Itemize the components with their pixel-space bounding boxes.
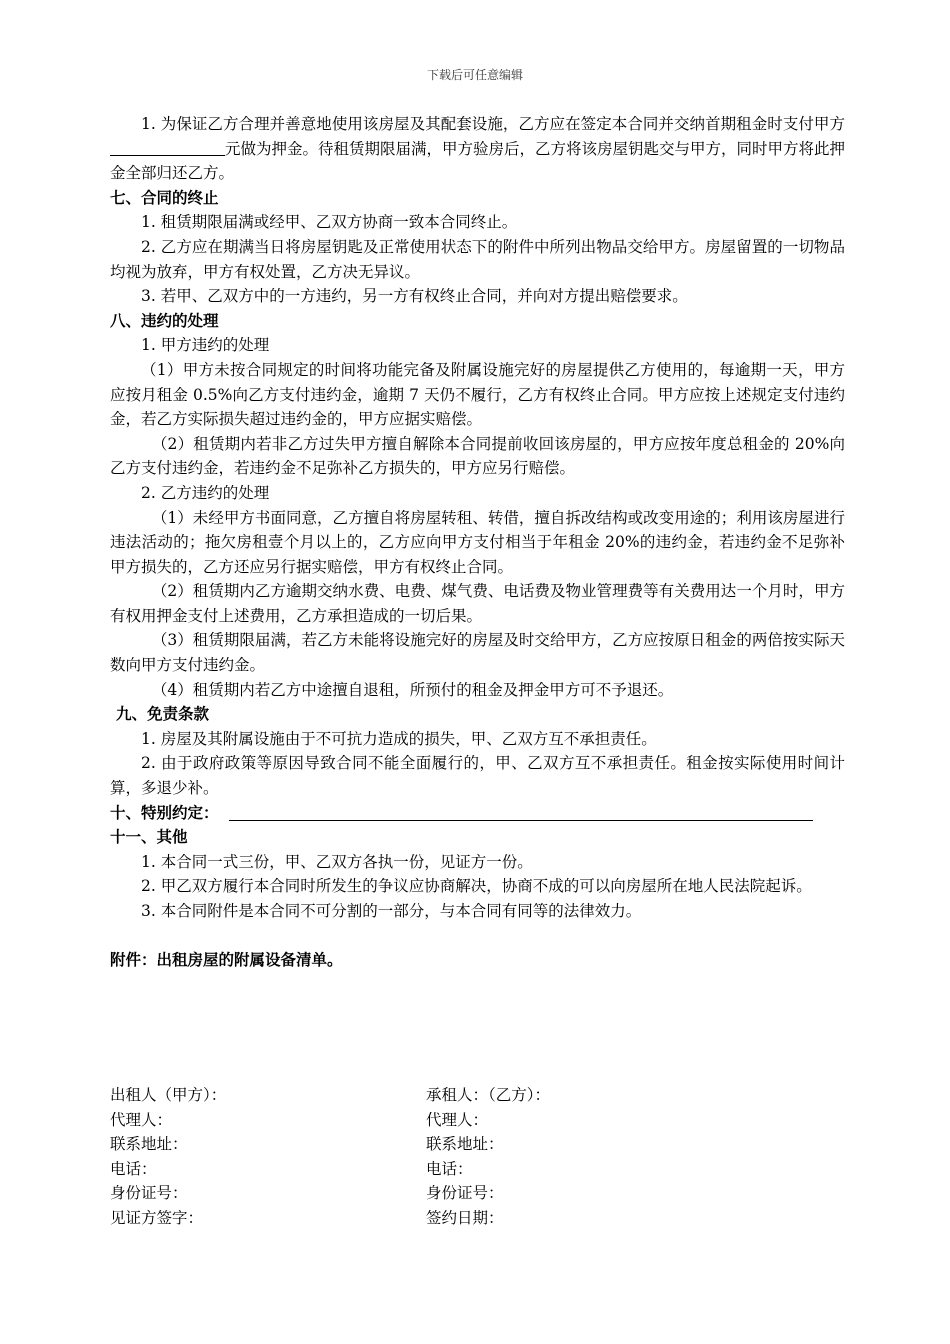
clause-8-2-3: （3）租赁期限届满，若乙方未能将设施完好的房屋及时交给甲方，乙方应按原日租金的两倍按实际天数向甲方支付违约金。 xyxy=(110,631,845,675)
clause-8-2-1: （1）未经甲方书面同意，乙方擅自将房屋转租、转借，擅自拆改结构或改变用途的；利用该房屋进行违法活动的；拖欠房租壹个月以上的，乙方应向甲方支付相当于年租金 20%的违约金，若违约金不足弥补甲方损失的，乙方还应另行据实赔偿，甲方有权终止合同。 xyxy=(110,508,845,576)
clause-9-1: 1. 房屋及其附属设施由于不可抗力造成的损失，甲、乙双方互不承担责任。 xyxy=(141,729,657,748)
contract-body xyxy=(110,112,845,972)
section-10-label: 十、特别约定： xyxy=(110,802,219,822)
clause-8-2-4: （4）租赁期内若乙方中途擅自退租，所预付的租金及押金甲方可不予退还。 xyxy=(151,680,674,699)
deposit-clause xyxy=(110,112,845,186)
page-header: 下载后可任意编辑 xyxy=(426,68,523,82)
clause-8-2: 2. 乙方违约的处理 xyxy=(141,483,270,502)
witness-label: 见证方签字： xyxy=(110,1208,204,1227)
signature-row xyxy=(110,1157,845,1182)
agent-left-label: 代理人： xyxy=(110,1110,173,1129)
address-right-label: 联系地址： xyxy=(426,1135,504,1154)
phone-right-label: 电话： xyxy=(426,1159,473,1178)
deposit-amount-blank xyxy=(110,140,225,156)
signature-row xyxy=(110,1083,845,1108)
special-terms-blank xyxy=(229,804,813,821)
clause-8-1: 1. 甲方违约的处理 xyxy=(141,336,270,355)
spacer xyxy=(110,924,845,948)
sign-date-label: 签约日期： xyxy=(426,1208,504,1227)
attachment-note: 附件：出租房屋的附属设备清单。 xyxy=(110,949,343,969)
section-7-heading: 七、合同的终止 xyxy=(110,187,219,207)
clause-8-2-2: （2）租赁期内乙方逾期交纳水费、电费、煤气费、电话费及物业管理费等有关费用达一个月时，甲方有权用押金支付上述费用，乙方承担造成的一切后果。 xyxy=(110,582,845,625)
lessor-label: 出租人（甲方）： xyxy=(110,1086,227,1104)
clause-8-1-2: （2）租赁期内若非乙方过失甲方擅自解除本合同提前收回该房屋的，甲方应按年度总租金的 20%向乙方支付违约金，若违约金不足弥补乙方损失的，甲方应另行赔偿。 xyxy=(110,434,845,478)
signature-row xyxy=(110,1132,845,1157)
agent-right-label: 代理人： xyxy=(426,1110,489,1129)
section-8-heading: 八、违约的处理 xyxy=(110,310,219,330)
signature-block xyxy=(110,1083,845,1231)
deposit-text-b: 元做为押金。待租赁期限届满，甲方验房后，乙方将该房屋钥匙交与甲方，同时甲方将此押金全部归还乙方。 xyxy=(110,139,846,183)
clause-7-3: 3. 若甲、乙双方中的一方违约，另一方有权终止合同，并向对方提出赔偿要求。 xyxy=(141,287,688,306)
clause-11-1: 1. 本合同一式三份，甲、乙双方各执一份，见证方一份。 xyxy=(141,852,533,871)
id-right-label: 身份证号： xyxy=(426,1184,504,1203)
address-left-label: 联系地址： xyxy=(110,1135,188,1154)
signature-row xyxy=(110,1206,845,1231)
section-10-heading xyxy=(110,801,845,826)
section-11-heading: 十一、其他 xyxy=(110,827,188,847)
clause-11-2: 2. 甲乙双方履行本合同时所发生的争议应协商解决，协商不成的可以向房屋所在地人民法院起诉。 xyxy=(141,877,812,896)
clause-7-2: 2. 乙方应在期满当日将房屋钥匙及正常使用状态下的附件中所列出物品交给甲方。房屋留置的一切物品均视为放弃，甲方有权处置，乙方决无异议。 xyxy=(110,237,845,281)
section-9-heading: 九、免责条款 xyxy=(116,704,210,724)
clause-8-1-1: （1）甲方未按合同规定的时间将功能完备及附属设施完好的房屋提供乙方使用的，每逾期一天，甲方应按月租金 0.5%向乙方支付违约金，逾期 7 天仍不履行，乙方有权终止合同。甲方应按上述规定支付违约金，若乙方实际损失超过违约金的，甲方应据实赔偿。 xyxy=(110,360,845,429)
lessee-label: 承租人：（乙方）： xyxy=(426,1086,551,1104)
signature-row xyxy=(110,1181,845,1206)
phone-left-label: 电话： xyxy=(110,1159,157,1178)
clause-9-2: 2. 由于政府政策等原因导致合同不能全面履行的，甲、乙双方互不承担责任。租金按实际使用时间计算，多退少补。 xyxy=(110,754,845,798)
clause-7-1: 1. 租赁期限届满或经甲、乙双方协商一致本合同终止。 xyxy=(141,213,518,232)
deposit-text-a: 1. 为保证乙方合理并善意地使用该房屋及其配套设施，乙方应在签定本合同并交纳首期租金时支付甲方 xyxy=(141,115,845,133)
signature-row xyxy=(110,1108,845,1133)
id-left-label: 身份证号： xyxy=(110,1184,188,1203)
clause-11-3: 3. 本合同附件是本合同不可分割的一部分，与本合同有同等的法律效力。 xyxy=(141,902,642,920)
